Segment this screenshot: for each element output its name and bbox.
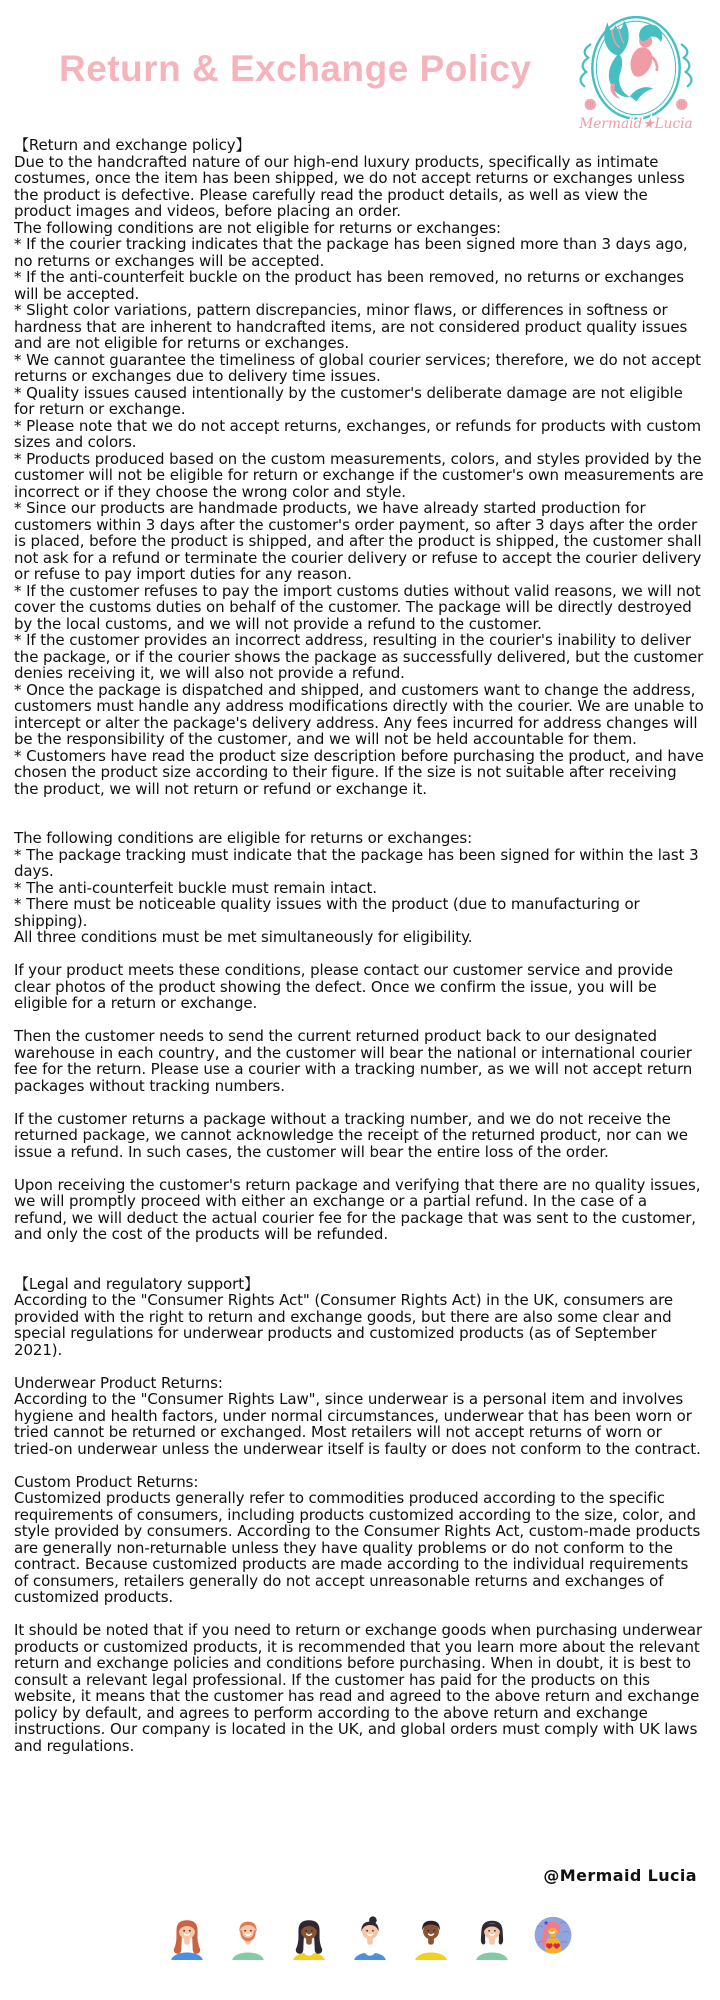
policy-section-2 <box>14 962 704 1012</box>
logo-left-flourish <box>581 45 591 87</box>
policy-paragraph: * The anti-counterfeit buckle must remain intact. <box>14 878 377 897</box>
policy-section-6 <box>14 1276 704 1359</box>
policy-paragraph: * Since our products are handmade products, we have already started production for customers within 3 days after the customer's order payment, so after 3 days after the order is placed, before the product is shipped, and after the product is shipped, the customer shall not ask for a refund or terminate the courier delivery or refuse to accept the courier delivery or refuse to pay import duties for any reason. <box>14 499 702 583</box>
policy-body-text <box>0 137 720 1754</box>
policy-paragraph: * Please note that we do not accept returns, exchanges, or refunds for products with custom sizes and colors. <box>14 416 701 451</box>
policy-paragraph: * If the courier tracking indicates that the package has been signed more than 3 days ago, no returns or exchanges will be accepted. <box>14 235 688 270</box>
avatar-mermaid <box>530 1913 576 1961</box>
policy-paragraph: * Customers have read the product size description before purchasing the product, and have chosen the product size according to their figure. If the size is not suitable after receiving the product, we will not return or refund or exchange it. <box>14 746 704 798</box>
policy-paragraph: * Products produced based on the custom measurements, colors, and styles provided by the customer will not be eligible for return or exchange if the customer's own measurements are incorrect or if they choose the wrong color and style. <box>14 449 704 501</box>
avatar-woman-hair-bun <box>347 1913 393 1961</box>
policy-paragraph: If your product meets these conditions, please contact our customer service and provide clear photos of the product showing the defect. Once we confirm the issue, you will be eligible for a return or exchange. <box>14 961 674 1012</box>
policy-paragraph: * We cannot guarantee the timeliness of global courier services; therefore, we do not accept returns or exchanges due to delivery time issues. <box>14 350 701 385</box>
logo-brand-text: Mermaid★Lucia <box>579 115 693 132</box>
policy-paragraph: The following conditions are eligible for returns or exchanges: <box>14 829 473 847</box>
avatar-row <box>10 1913 720 1961</box>
policy-section-5 <box>14 1177 704 1243</box>
policy-paragraph: * Quality issues caused intentionally by the customer's deliberate damage are not eligible for return or exchange. <box>14 383 683 418</box>
policy-section-4 <box>14 1111 704 1161</box>
policy-paragraph: * Slight color variations, pattern discrepancies, minor flaws, or differences in softness or hardness that are inherent to handcrafted items, are not considered product quality issues and are not eligible for returns or exchanges. <box>14 301 688 352</box>
policy-paragraph: Customized products generally refer to commodities produced according to the specific requirements of consumers, including products customized according to the size, color, and style provided by consumers. According to the Consumer Rights Act, custom-made products are generally non-returnable unless they have quality problems or do not conform to the contract. Because customized products are made according to the individual requirements of consumers, retailers generally do not accept unreasonable returns and exchanges of customized products. <box>14 1489 701 1606</box>
policy-paragraph: * Once the package is dispatched and shipped, and customers want to change the address, customers must handle any address modifications directly with the courier. We are unable to intercept or alter the package's delivery address. Any fees incurred for address changes will be the responsibility of the customer, and we will not be held accountable for them. <box>14 680 704 748</box>
policy-paragraph: * If the customer provides an incorrect address, resulting in the courier's inability to deliver the package, or if the courier shows the package as successfully delivered, but the customer denies receiving it, we will also not provide a refund. <box>14 631 704 682</box>
policy-paragraph: Upon receiving the customer's return package and verifying that there are no quality issues, we will promptly proceed with either an exchange or a partial refund. In the case of a refund, we will deduct the actual courier fee for the package that was sent to the customer, and only the cost of the products will be refunded. <box>14 1175 701 1243</box>
policy-paragraph: According to the "Consumer Rights Act" (Consumer Rights Act) in the UK, consumers are provided with the right to return and exchange goods, but there are also some clear and special regulations for underwear products and customized products (as of September 2021). <box>14 1291 674 1359</box>
policy-paragraph: * If the customer refuses to pay the import customs duties without valid reasons, we will not cover the customs duties on behalf of the customer. The package will be directly destroyed by the local customs, and we will not provide a refund to the customer. <box>14 581 701 633</box>
policy-paragraph: 【Legal and regulatory support】 <box>14 1274 259 1293</box>
policy-paragraph: Underwear Product Returns: <box>14 1373 223 1392</box>
policy-section-8 <box>14 1474 704 1606</box>
policy-paragraph: Due to the handcrafted nature of our high-end luxury products, specifically as intimate costumes, once the item has been shipped, we do not accept returns or exchanges unless the product is defective. Please carefully read the product details, as well as view the product images and videos, before placing an order. <box>14 152 685 220</box>
policy-paragraph: It should be noted that if you need to return or exchange goods when purchasing underwear products or customized products, it is recommended that you learn more about the relevant return and exchange policies and conditions before purchasing. When in doubt, it is best to consult a relevant legal professional. If the customer has paid for the products on this website, it means that the customer has read and agreed to the above return and exchange policy by default, and agrees to perform according to the above return and exchange instructions. Our company is located in the UK, and global orders must comply with UK laws and regulations. <box>14 1621 703 1755</box>
policy-section-0 <box>14 137 704 797</box>
policy-paragraph: 【Return and exchange policy】 <box>14 136 251 154</box>
avatar-man-orange-beard <box>225 1913 271 1961</box>
policy-paragraph: Custom Product Returns: <box>14 1472 199 1491</box>
author-signature: @Mermaid Lucia <box>543 1866 697 1885</box>
policy-section-3 <box>14 1028 704 1094</box>
mermaid-lucia-logo <box>572 10 700 136</box>
policy-section-1 <box>14 830 704 946</box>
policy-paragraph: According to the "Consumer Rights Law", since underwear is a personal item and involves hygiene and health factors, under normal circumstances, underwear that has been worn or tried cannot be returned or exchanged. Most retailers will not accept returns of worn or tried-on underwear unless the underwear itself is faulty or does not conform to the contract. <box>14 1390 701 1458</box>
avatar-woman-auburn-long-hair <box>164 1913 210 1961</box>
avatar-woman-dark-long-hair <box>286 1913 332 1961</box>
policy-paragraph: * There must be noticeable quality issues with the product (due to manufacturing or shipping). <box>14 895 640 930</box>
policy-paragraph: All three conditions must be met simultaneously for eligibility. <box>14 928 473 946</box>
policy-paragraph: The following conditions are not eligible for returns or exchanges: <box>14 218 502 237</box>
policy-paragraph: If the customer returns a package without a tracking number, and we do not receive the returned package, we cannot acknowledge the receipt of the returned product, nor can we issue a refund. In such cases, the customer will bear the entire loss of the order. <box>14 1109 688 1161</box>
policy-paragraph: Then the customer needs to send the current returned product back to our designated warehouse in each country, and the customer will bear the national or international courier fee for the return. Please use a courier with a tracking number, as we will not accept return packages without tracking numbers. <box>14 1027 693 1095</box>
avatar-woman-black-bob <box>469 1913 515 1961</box>
policy-paragraph: * The package tracking must indicate that the package has been signed for within the last 3 days. <box>14 845 699 880</box>
page-title: Return & Exchange Policy <box>59 48 532 89</box>
policy-paragraph: * If the anti-counterfeit buckle on the product has been removed, no returns or exchanges will be accepted. <box>14 268 685 303</box>
page-header <box>0 0 720 137</box>
policy-section-7 <box>14 1375 704 1458</box>
policy-section-9 <box>14 1622 704 1754</box>
avatar-man-dark-short-hair <box>408 1913 454 1961</box>
logo-right-flourish <box>682 45 692 87</box>
